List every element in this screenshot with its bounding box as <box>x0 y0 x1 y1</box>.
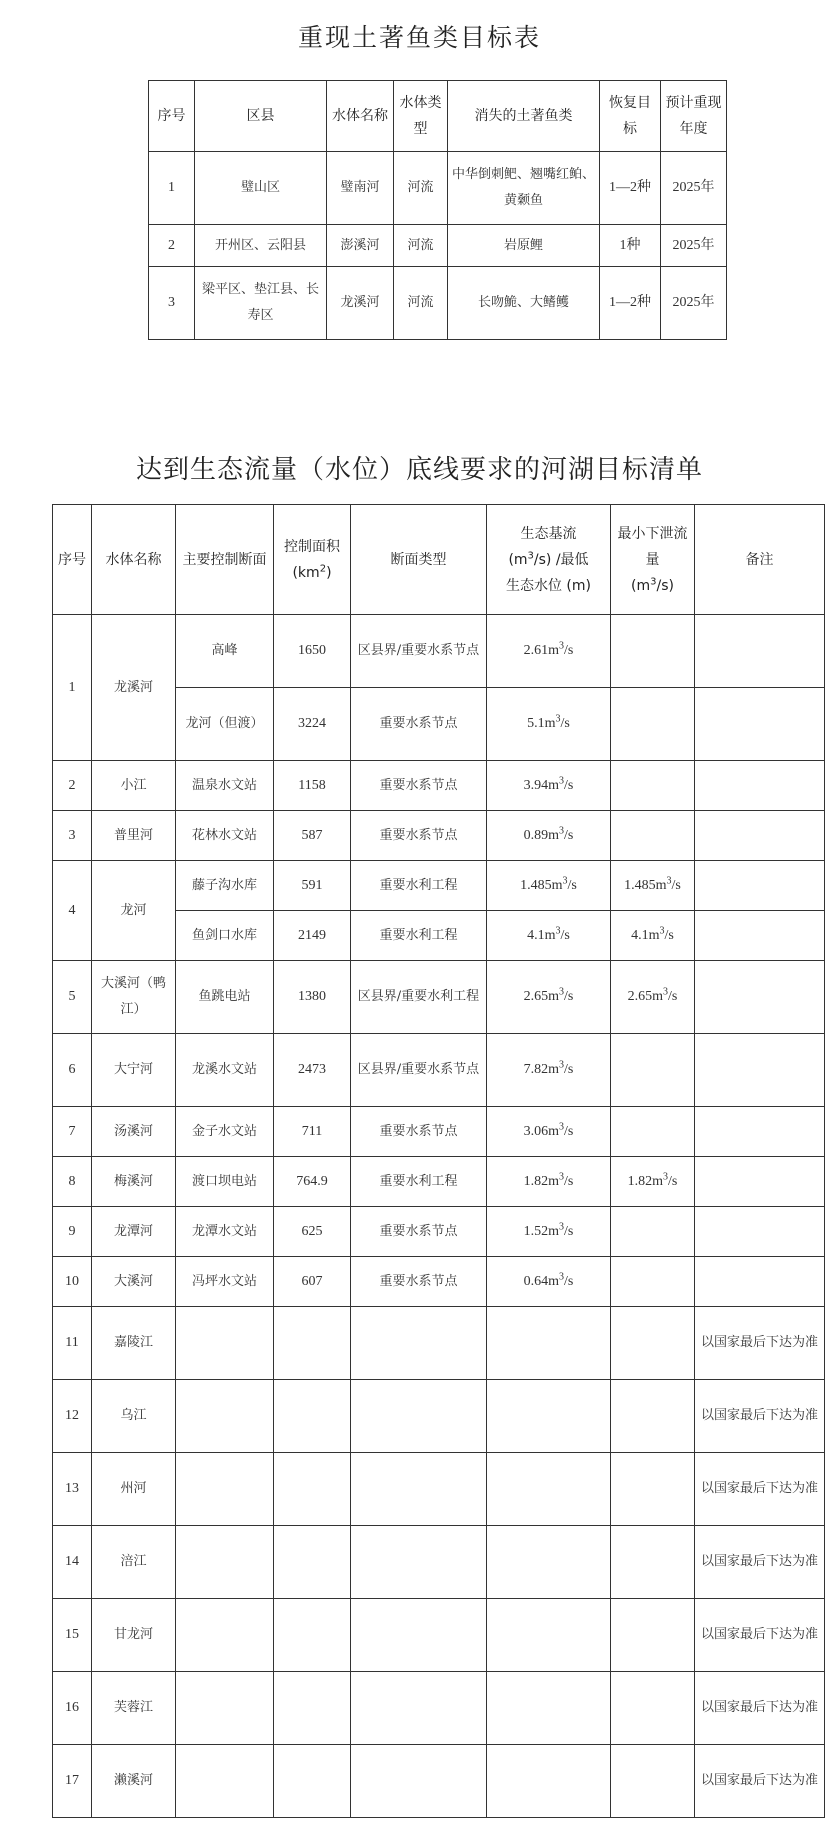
cell-flow <box>487 961 611 1034</box>
cell-area: 1158 <box>274 761 351 811</box>
cell-water-name: 大溪河（鸭江） <box>92 961 176 1034</box>
unit-text: m <box>548 1273 560 1289</box>
cell-section-type: 重要水系节点 <box>351 761 487 811</box>
header-water-name: 水体名称 <box>327 81 394 152</box>
table1-header-row <box>149 81 727 152</box>
cell-section-type: 重要水系节点 <box>351 688 487 761</box>
header-area-sup: 2 <box>319 562 327 574</box>
cell-section: 冯坪水文站 <box>176 1257 274 1307</box>
unit-tail: /s <box>564 643 574 658</box>
cell-section-type <box>351 1380 487 1453</box>
cell-water-name: 大宁河 <box>92 1034 176 1107</box>
cell-section: 金子水文站 <box>176 1107 274 1157</box>
unit-sup: 3 <box>663 986 669 998</box>
cell-area <box>274 1307 351 1380</box>
cell-area: 1380 <box>274 961 351 1034</box>
cell-area: 2473 <box>274 1034 351 1107</box>
cell-note: 以国家最后下达为准 <box>695 1453 825 1526</box>
cell-min-flow <box>611 1157 695 1207</box>
cell-section: 鱼跳电站 <box>176 961 274 1034</box>
cell-no: 6 <box>53 1034 92 1107</box>
unit-sup: 3 <box>555 924 561 936</box>
cell-no: 8 <box>53 1157 92 1207</box>
cell-target: 1种 <box>600 225 661 267</box>
cell-min-flow <box>611 1207 695 1257</box>
unit-text: m <box>548 827 560 843</box>
cell-note <box>695 1107 825 1157</box>
cell-no: 3 <box>53 811 92 861</box>
table-row <box>53 861 825 911</box>
cell-section <box>176 1526 274 1599</box>
unit-text: m <box>648 927 660 943</box>
header-flow-unit-rest: /s) /最低 <box>533 551 589 568</box>
cell-area: 625 <box>274 1207 351 1257</box>
cell-area <box>274 1672 351 1745</box>
unit-sup: 3 <box>559 986 565 998</box>
unit-sup: 3 <box>562 874 568 886</box>
unit-tail: /s <box>564 1223 574 1239</box>
unit-text: m <box>652 989 664 1004</box>
cell-area: 607 <box>274 1257 351 1307</box>
table1-title: 重现土著鱼类目标表 <box>297 23 541 52</box>
header-water-name: 水体名称 <box>92 505 176 615</box>
cell-note <box>695 811 825 861</box>
unit-sup: 3 <box>559 1120 565 1132</box>
cell-year: 2025年 <box>661 267 727 340</box>
cell-no: 14 <box>53 1526 92 1599</box>
unit-sup: 3 <box>559 1059 565 1071</box>
cell-no: 5 <box>53 961 92 1034</box>
cell-water-name: 龙潭河 <box>92 1207 176 1257</box>
cell-section <box>176 1380 274 1453</box>
cell-section-type <box>351 1745 487 1818</box>
cell-area: 1650 <box>274 615 351 688</box>
cell-no: 9 <box>53 1207 92 1257</box>
cell-section: 花林水文站 <box>176 811 274 861</box>
cell-flow <box>487 1034 611 1107</box>
cell-flow <box>487 1453 611 1526</box>
cell-note <box>695 1257 825 1307</box>
unit-tail: /s <box>560 927 570 943</box>
native-fish-table <box>148 80 727 340</box>
header-min-unit-close: /s) <box>656 577 674 594</box>
cell-min-flow <box>611 811 695 861</box>
unit-tail: /s <box>564 1123 574 1139</box>
cell-min-flow <box>611 761 695 811</box>
cell-min-flow <box>611 1257 695 1307</box>
cell-no: 1 <box>53 615 92 761</box>
cell-water-name: 嘉陵江 <box>92 1307 176 1380</box>
cell-no: 10 <box>53 1257 92 1307</box>
cell-min-flow <box>611 1526 695 1599</box>
cell-county: 璧山区 <box>195 152 327 225</box>
unit-sup: 3 <box>559 774 565 786</box>
table-row <box>53 761 825 811</box>
cell-note: 以国家最后下达为准 <box>695 1526 825 1599</box>
cell-no: 3 <box>149 267 195 340</box>
cell-min-flow <box>611 1745 695 1818</box>
unit-tail: /s <box>564 1273 574 1289</box>
header-section-type: 断面类型 <box>351 505 487 615</box>
cell-section-type: 重要水系节点 <box>351 1257 487 1307</box>
cell-water-name: 州河 <box>92 1453 176 1526</box>
table-row <box>53 1380 825 1453</box>
cell-no: 2 <box>53 761 92 811</box>
table2-header-row <box>53 505 825 615</box>
cell-section-type: 重要水系节点 <box>351 811 487 861</box>
unit-text: m <box>548 1223 560 1239</box>
cell-section <box>176 1599 274 1672</box>
cell-area: 587 <box>274 811 351 861</box>
cell-water-name: 璧南河 <box>327 152 394 225</box>
header-water-type: 水体类型 <box>394 81 448 152</box>
unit-text: m <box>544 927 556 943</box>
cell-note: 以国家最后下达为准 <box>695 1380 825 1453</box>
cell-note <box>695 911 825 961</box>
cell-flow-value: 7.82 <box>523 1062 549 1077</box>
cell-note: 以国家最后下达为准 <box>695 1745 825 1818</box>
table2-title: 达到生态流量（水位）底线要求的河湖目标清单 <box>135 455 703 485</box>
table-row <box>53 615 825 688</box>
header-area-label: 控制面积 <box>284 538 340 555</box>
cell-area: 764.9 <box>274 1157 351 1207</box>
cell-no: 7 <box>53 1107 92 1157</box>
cell-min-flow-value: 2.65 <box>627 989 653 1004</box>
table-row <box>53 1599 825 1672</box>
cell-water-name: 小江 <box>92 761 176 811</box>
header-min-label: 最小下泄流量 <box>617 525 688 568</box>
unit-sup: 3 <box>559 1220 565 1232</box>
cell-section: 高峰 <box>176 615 274 688</box>
cell-note <box>695 615 825 688</box>
table-row <box>53 1453 825 1526</box>
cell-water-name: 芙蓉江 <box>92 1672 176 1745</box>
cell-min-flow <box>611 1380 695 1453</box>
cell-note <box>695 961 825 1034</box>
cell-year: 2025年 <box>661 225 727 267</box>
cell-note <box>695 861 825 911</box>
unit-text: m <box>544 716 556 731</box>
cell-section-type: 重要水系节点 <box>351 1207 487 1257</box>
cell-min-flow-value: 1.82 <box>627 1173 653 1189</box>
table-row <box>53 1307 825 1380</box>
cell-area <box>274 1526 351 1599</box>
cell-section-type: 区县界/重要水系节点 <box>351 615 487 688</box>
cell-section-type <box>351 1672 487 1745</box>
cell-fish: 中华倒刺鲃、翘嘴红鲌、黄颡鱼 <box>448 152 600 225</box>
cell-note <box>695 688 825 761</box>
table-row <box>53 1034 825 1107</box>
header-flow-label: 生态基流 <box>520 525 577 542</box>
header-target: 恢复目标 <box>600 81 661 152</box>
cell-min-flow <box>611 961 695 1034</box>
table-row <box>149 267 727 340</box>
cell-section: 藤子沟水库 <box>176 861 274 911</box>
unit-text: m <box>655 877 667 893</box>
cell-section: 渡口坝电站 <box>176 1157 274 1207</box>
cell-section-type: 区县界/重要水利工程 <box>351 961 487 1034</box>
table-row <box>53 1672 825 1745</box>
cell-flow-value: 0.89 <box>523 827 549 843</box>
cell-area: 711 <box>274 1107 351 1157</box>
cell-no: 15 <box>53 1599 92 1672</box>
unit-tail: /s <box>668 1173 678 1189</box>
cell-no: 11 <box>53 1307 92 1380</box>
unit-sup: 3 <box>559 640 565 652</box>
cell-area <box>274 1380 351 1453</box>
unit-tail: /s <box>564 777 574 793</box>
unit-tail: /s <box>664 927 674 943</box>
cell-flow-value: 4.1 <box>527 927 545 943</box>
cell-flow-value: 0.64 <box>523 1273 549 1289</box>
header-note: 备注 <box>695 505 825 615</box>
header-min-unit-sup: 3 <box>650 575 657 587</box>
cell-section-type: 重要水利工程 <box>351 861 487 911</box>
cell-water-name: 甘龙河 <box>92 1599 176 1672</box>
table-row <box>53 1157 825 1207</box>
cell-flow <box>487 861 611 911</box>
cell-flow <box>487 1599 611 1672</box>
header-flow-unit-open: (m <box>508 551 528 568</box>
cell-min-flow <box>611 688 695 761</box>
cell-no: 13 <box>53 1453 92 1526</box>
unit-tail: /s <box>671 877 681 893</box>
header-no: 序号 <box>53 505 92 615</box>
cell-section-type: 重要水系节点 <box>351 1107 487 1157</box>
cell-flow-value: 5.1 <box>527 716 545 731</box>
unit-tail: /s <box>564 827 574 843</box>
cell-flow-value: 2.61 <box>523 643 549 658</box>
cell-water-name: 乌江 <box>92 1380 176 1453</box>
header-fish: 消失的土著鱼类 <box>448 81 600 152</box>
cell-section: 龙溪水文站 <box>176 1034 274 1107</box>
unit-tail: /s <box>567 877 577 893</box>
cell-flow <box>487 911 611 961</box>
unit-sup: 3 <box>559 824 565 836</box>
cell-section-type: 区县界/重要水系节点 <box>351 1034 487 1107</box>
cell-year: 2025年 <box>661 152 727 225</box>
cell-min-flow-value: 4.1 <box>631 927 649 943</box>
cell-section-type <box>351 1453 487 1526</box>
cell-flow <box>487 1380 611 1453</box>
cell-section: 温泉水文站 <box>176 761 274 811</box>
cell-water-name: 濑溪河 <box>92 1745 176 1818</box>
cell-no: 12 <box>53 1380 92 1453</box>
cell-area: 3224 <box>274 688 351 761</box>
cell-flow-value: 1.485 <box>520 877 552 893</box>
header-flow-unit-sup: 3 <box>527 549 534 561</box>
cell-note: 以国家最后下达为准 <box>695 1599 825 1672</box>
header-flow-level: 生态水位 (m) <box>505 577 591 594</box>
unit-sup: 3 <box>659 924 665 936</box>
cell-fish: 长吻鮠、大鳍鳠 <box>448 267 600 340</box>
unit-text: m <box>548 989 560 1004</box>
cell-area: 591 <box>274 861 351 911</box>
cell-flow <box>487 1745 611 1818</box>
cell-water-name: 普里河 <box>92 811 176 861</box>
cell-area <box>274 1453 351 1526</box>
cell-county: 梁平区、垫江县、长寿区 <box>195 267 327 340</box>
unit-tail: /s <box>560 716 570 731</box>
unit-sup: 3 <box>555 713 561 725</box>
unit-text: m <box>548 1123 560 1139</box>
unit-tail: /s <box>564 989 574 1004</box>
table-row <box>53 1257 825 1307</box>
cell-min-flow <box>611 1034 695 1107</box>
cell-min-flow <box>611 615 695 688</box>
unit-tail: /s <box>668 989 678 1004</box>
ecological-flow-table <box>52 504 825 1818</box>
cell-min-flow <box>611 1453 695 1526</box>
cell-min-flow <box>611 1307 695 1380</box>
cell-min-flow <box>611 1107 695 1157</box>
cell-flow-value: 3.94 <box>523 777 549 793</box>
cell-no: 4 <box>53 861 92 961</box>
cell-county: 开州区、云阳县 <box>195 225 327 267</box>
unit-text: m <box>551 877 563 893</box>
cell-flow <box>487 1672 611 1745</box>
cell-section: 龙潭水文站 <box>176 1207 274 1257</box>
cell-flow <box>487 615 611 688</box>
unit-sup: 3 <box>559 1170 565 1182</box>
cell-no: 1 <box>149 152 195 225</box>
header-min-unit-open: (m <box>631 577 651 594</box>
unit-text: m <box>652 1173 664 1189</box>
cell-min-flow <box>611 1672 695 1745</box>
cell-section-type <box>351 1526 487 1599</box>
cell-note <box>695 1157 825 1207</box>
table-row <box>149 152 727 225</box>
cell-section-type: 重要水利工程 <box>351 911 487 961</box>
header-area-unit: (km <box>292 564 320 581</box>
cell-section-type: 重要水利工程 <box>351 1157 487 1207</box>
unit-text: m <box>548 643 560 658</box>
cell-note <box>695 1207 825 1257</box>
cell-section <box>176 1307 274 1380</box>
cell-flow <box>487 761 611 811</box>
table-row <box>53 1207 825 1257</box>
unit-sup: 3 <box>663 1170 669 1182</box>
header-area-close: ) <box>326 564 332 581</box>
header-min <box>611 505 695 615</box>
cell-section <box>176 1672 274 1745</box>
header-no: 序号 <box>149 81 195 152</box>
cell-water-name: 大溪河 <box>92 1257 176 1307</box>
cell-area <box>274 1745 351 1818</box>
cell-flow <box>487 688 611 761</box>
table-row <box>53 1745 825 1818</box>
header-year: 预计重现年度 <box>661 81 727 152</box>
header-section: 主要控制断面 <box>176 505 274 615</box>
cell-area: 2149 <box>274 911 351 961</box>
cell-min-flow <box>611 911 695 961</box>
cell-target: 1—2种 <box>600 152 661 225</box>
cell-section: 龙河（但渡） <box>176 688 274 761</box>
cell-flow <box>487 1207 611 1257</box>
cell-water-name: 梅溪河 <box>92 1157 176 1207</box>
cell-flow <box>487 1257 611 1307</box>
cell-flow <box>487 1107 611 1157</box>
cell-water-name: 龙溪河 <box>327 267 394 340</box>
cell-water-name: 龙河 <box>92 861 176 961</box>
cell-water-type: 河流 <box>394 152 448 225</box>
cell-flow-value: 2.65 <box>523 989 549 1004</box>
cell-flow <box>487 1157 611 1207</box>
cell-area <box>274 1599 351 1672</box>
cell-section-type <box>351 1599 487 1672</box>
unit-text: m <box>548 1173 560 1189</box>
unit-text: m <box>548 1062 560 1077</box>
cell-fish: 岩原鲤 <box>448 225 600 267</box>
cell-no: 17 <box>53 1745 92 1818</box>
unit-tail: /s <box>564 1173 574 1189</box>
cell-water-name: 澎溪河 <box>327 225 394 267</box>
header-flow <box>487 505 611 615</box>
cell-min-flow <box>611 861 695 911</box>
table2-body <box>53 615 825 1818</box>
unit-text: m <box>548 777 560 793</box>
cell-flow-value: 1.52 <box>523 1223 549 1239</box>
table-row <box>149 225 727 267</box>
table-row <box>53 961 825 1034</box>
cell-water-name: 汤溪河 <box>92 1107 176 1157</box>
cell-flow <box>487 1307 611 1380</box>
cell-no: 2 <box>149 225 195 267</box>
header-county: 区县 <box>195 81 327 152</box>
unit-sup: 3 <box>666 874 672 886</box>
cell-flow-value: 3.06 <box>523 1123 549 1139</box>
table-row <box>53 811 825 861</box>
cell-note <box>695 761 825 811</box>
cell-section <box>176 1745 274 1818</box>
cell-water-type: 河流 <box>394 225 448 267</box>
unit-tail: /s <box>564 1062 574 1077</box>
header-area <box>274 505 351 615</box>
cell-flow <box>487 811 611 861</box>
cell-min-flow <box>611 1599 695 1672</box>
cell-target: 1—2种 <box>600 267 661 340</box>
cell-water-name: 涪江 <box>92 1526 176 1599</box>
cell-flow <box>487 1526 611 1599</box>
cell-note <box>695 1034 825 1107</box>
cell-water-type: 河流 <box>394 267 448 340</box>
cell-no: 16 <box>53 1672 92 1745</box>
cell-water-name: 龙溪河 <box>92 615 176 761</box>
cell-section: 鱼剑口水库 <box>176 911 274 961</box>
cell-section <box>176 1453 274 1526</box>
cell-flow-value: 1.82 <box>523 1173 549 1189</box>
table-row <box>53 1526 825 1599</box>
cell-note: 以国家最后下达为准 <box>695 1672 825 1745</box>
cell-min-flow-value: 1.485 <box>624 877 656 893</box>
unit-sup: 3 <box>559 1270 565 1282</box>
cell-note: 以国家最后下达为准 <box>695 1307 825 1380</box>
cell-section-type <box>351 1307 487 1380</box>
table-row <box>53 1107 825 1157</box>
